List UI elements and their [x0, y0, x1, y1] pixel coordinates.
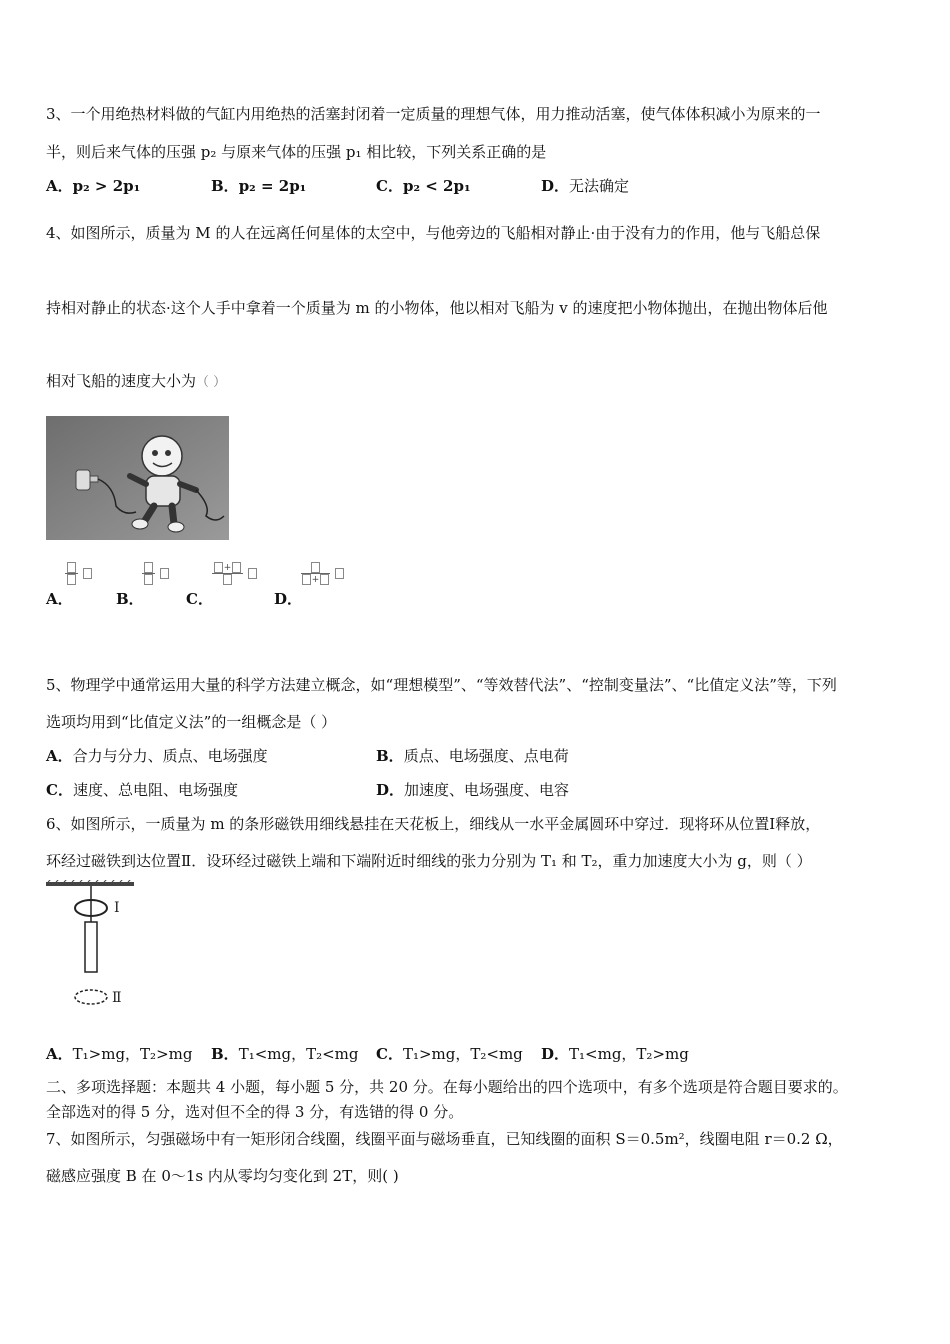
q6-line2: 环经过磁铁到达位置Ⅱ．设环经过磁铁上端和下端附近时细线的张力分别为 T₁ 和 T₂，重力加速度大小为 g，则（ ）	[46, 852, 812, 870]
q3-option-c[interactable]: C．p₂ < 2p₁	[376, 177, 471, 195]
q6-line1: 6、如图所示，一质量为 m 的条形磁铁用细线悬挂在天花板上，细线从一水平金属圆环中穿过．现将环从位置Ⅰ释放，	[46, 815, 821, 833]
q6-option-c[interactable]: C．T₁>mg，T₂<mg	[376, 1045, 523, 1063]
q4-option-d-formula: +	[301, 562, 331, 585]
q4-option-a[interactable]: A．	[46, 561, 105, 585]
section2-line2: 全部选对的得 5 分，选对但不全的得 3 分，有选错的得 0 分。	[46, 1103, 464, 1121]
q3-option-b[interactable]: B．p₂ = 2p₁	[211, 177, 307, 195]
q5-option-a[interactable]: A．合力与分力、质点、电场强度	[46, 747, 268, 765]
q4-option-b-formula	[142, 562, 155, 585]
magnet-ring-diagram	[46, 880, 136, 1010]
q6-option-a[interactable]: A．T₁>mg，T₂>mg	[46, 1045, 193, 1063]
astronaut-image	[46, 416, 229, 540]
ring-position-1-label: Ⅰ	[114, 900, 120, 916]
q4-option-b[interactable]: B．	[116, 561, 176, 585]
q4-option-c-formula: +	[212, 562, 244, 585]
q4-option-c[interactable]: C． +	[186, 561, 264, 585]
q6-option-b[interactable]: B．T₁<mg，T₂<mg	[211, 1045, 359, 1063]
q4-line1: 4、如图所示，质量为 M 的人在远离任何星体的太空中，与他旁边的飞船相对静止·由于没有力的作用，他与飞船总保	[46, 224, 821, 242]
q4-option-a-formula	[65, 562, 78, 585]
q4-line3	[46, 370, 226, 391]
q5-option-d[interactable]: D．加速度、电场强度、电容	[376, 781, 570, 799]
q7-line2: 磁感应强度 B 在 0～1s 内从零均匀变化到 2T，则( )	[46, 1167, 399, 1185]
q7-line1: 7、如图所示，匀强磁场中有一矩形闭合线圈，线圈平面与磁场垂直，已知线圈的面积 S＝0.5m²，线圈电阻 r＝0.2 Ω，	[46, 1130, 843, 1148]
q3-line2: 半，则后来气体的压强 p₂ 与原来气体的压强 p₁ 相比较，下列关系正确的是	[46, 143, 547, 161]
q4-answer-paren: （ ）	[196, 375, 227, 390]
q5-line1: 5、物理学中通常运用大量的科学方法建立概念，如“理想模型”、“等效替代法”、“控制变量法”、“比值定义法”等，下列	[46, 676, 837, 694]
q5-option-b[interactable]: B．质点、电场强度、点电荷	[376, 747, 569, 765]
q6-option-d[interactable]: D．T₁<mg，T₂>mg	[541, 1045, 689, 1063]
q3-line1: 3、一个用绝热材料做的气缸内用绝热的活塞封闭着一定质量的理想气体，用力推动活塞，使气体体积减小为原来的一	[46, 105, 821, 123]
magnet-ring-figure	[46, 880, 136, 1010]
q5-option-c[interactable]: C．速度、总电阻、电场强度	[46, 781, 238, 799]
q5-line2: 选项均用到“比值定义法”的一组概念是（ ）	[46, 713, 337, 731]
q3-option-d[interactable]: D．无法确定	[541, 177, 630, 195]
section2-line1: 二、多项选择题：本题共 4 小题，每小题 5 分，共 20 分。在每小题给出的四个选项中，有多个选项是符合题目要求的。	[46, 1078, 848, 1096]
q4-line3-text: 相对飞船的速度大小为	[46, 372, 197, 390]
astronaut-figure	[46, 416, 229, 540]
q4-option-d[interactable]: D． +	[274, 561, 351, 585]
q3-option-a[interactable]: A．p₂ > 2p₁	[46, 177, 141, 195]
ring-position-2-label: Ⅱ	[112, 990, 122, 1006]
q4-line2: 持相对静止的状态·这个人手中拿着一个质量为 m 的小物体，他以相对飞船为 v 的速度把小物体抛出，在抛出物体后他	[46, 299, 828, 317]
